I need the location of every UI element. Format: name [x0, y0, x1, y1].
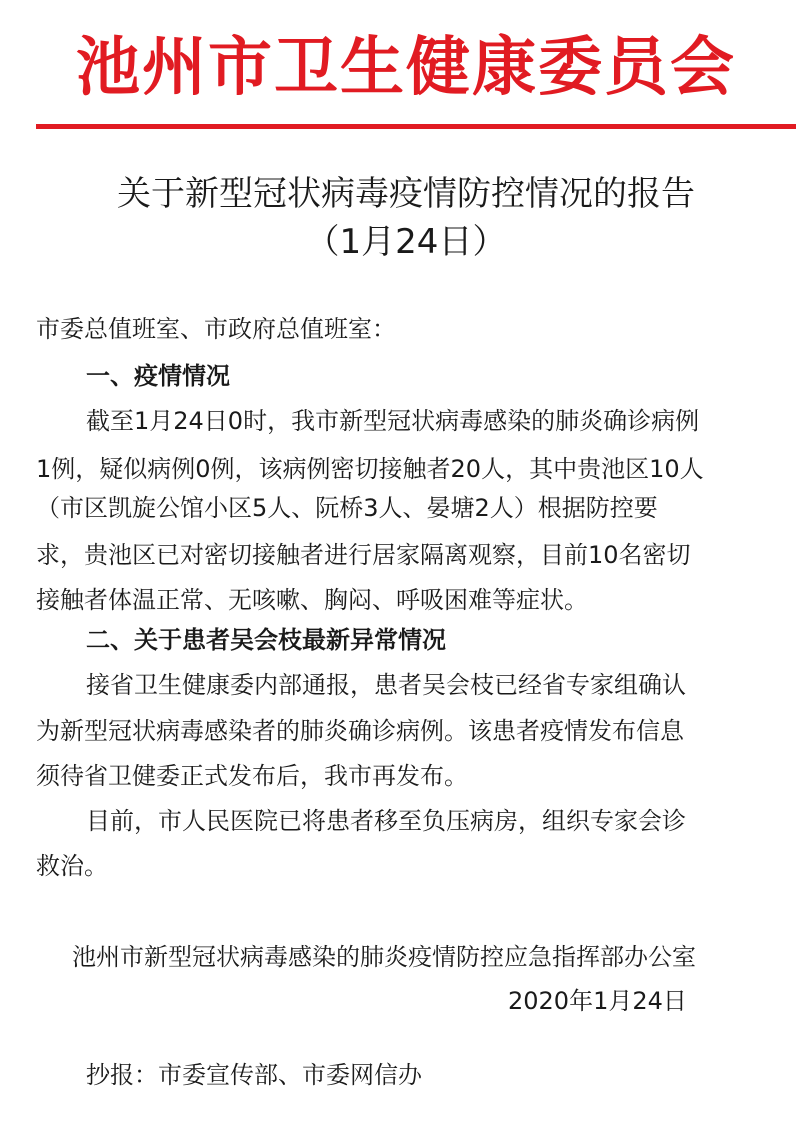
- red-divider-rule: [36, 124, 796, 129]
- masthead-title: 池州市卫生健康委员会: [76, 31, 736, 105]
- section-2-line: 救治。: [36, 852, 108, 880]
- section-2-line: 须待省卫健委正式发布后，我市再发布。: [36, 762, 468, 790]
- section-2-line: 目前，市人民医院已将患者移至负压病房，组织专家会诊: [86, 807, 686, 835]
- salutation: 市委总值班室、市政府总值班室：: [36, 315, 396, 343]
- section-1-line: 1例，疑似病例0例，该病例密切接触者20人，其中贵池区10人: [36, 455, 704, 483]
- section-1-line: 求，贵池区已对密切接触者进行居家隔离观察，目前10名密切: [36, 541, 691, 569]
- section-1-line: 接触者体温正常、无咳嗽、胸闷、呼吸困难等症状。: [36, 586, 588, 614]
- section-2-heading: 二、关于患者吴会枝最新异常情况: [86, 626, 446, 654]
- report-date-subtitle: （1月24日）: [305, 222, 507, 262]
- signature-date: 2020年1月24日: [508, 987, 687, 1015]
- section-2-line: 接省卫生健康委内部通报，患者吴会枝已经省专家组确认: [86, 671, 686, 699]
- section-1-line: （市区凯旋公馆小区5人、阮桥3人、晏塘2人）根据防控要: [36, 494, 658, 522]
- section-1-line: 截至1月24日0时，我市新型冠状病毒感染的肺炎确诊病例: [86, 407, 700, 435]
- signature-office: 池州市新型冠状病毒感染的肺炎疫情防控应急指挥部办公室: [72, 943, 696, 971]
- section-2-line: 为新型冠状病毒感染者的肺炎确诊病例。该患者疫情发布信息: [36, 717, 684, 745]
- cc-line: 抄报：市委宣传部、市委网信办: [86, 1061, 422, 1089]
- section-1-heading: 一、疫情情况: [86, 362, 230, 390]
- report-title: 关于新型冠状病毒疫情防控情况的报告: [117, 174, 695, 214]
